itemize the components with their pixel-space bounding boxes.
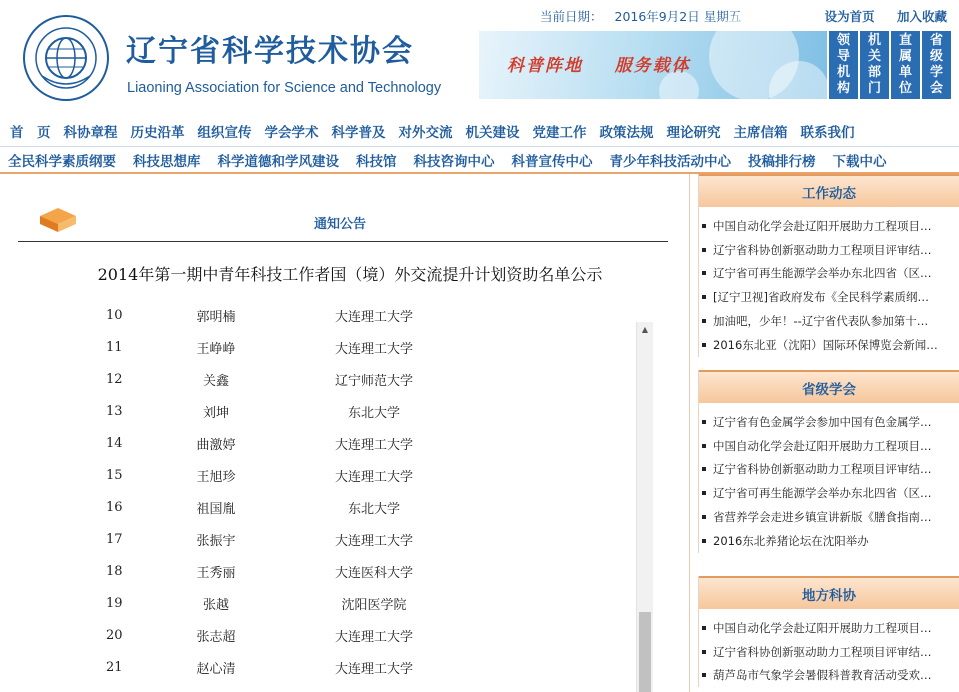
current-date [540,7,749,25]
list-item[interactable] [699,458,959,482]
grantee-rows [100,299,635,683]
list-item[interactable] [699,434,959,458]
list-item[interactable] [699,309,959,333]
list-item[interactable] [699,262,959,286]
row-unit: 沈阳医学院 [341,597,407,613]
row-unit: 东北大学 [347,405,400,421]
news-link[interactable]: 辽宁省有色金属学会参加中国有色金属学… [713,414,932,429]
row-name: 刘坤 [202,405,229,421]
table-row [100,555,635,587]
provincial-societies-button[interactable]: 省级学会 [922,31,951,99]
site-header [0,0,959,114]
row-number: 11 [106,339,123,355]
primary-nav [0,118,959,144]
list-item[interactable] [699,529,959,553]
main-content [0,174,690,692]
quick-links [829,31,951,99]
row-number: 10 [106,307,123,323]
departments-button[interactable]: 机关部门 [860,31,889,99]
news-link[interactable]: 加油吧，少年！--辽宁省代表队参加第十… [713,314,929,329]
section-header [18,184,668,242]
date-label: 当前日期： [540,9,603,24]
bullet-icon [702,491,706,495]
row-unit: 大连理工大学 [334,629,413,645]
row-name: 张越 [202,597,229,613]
article-title: 2014年第一期中青年科技工作者国（境）外交流提升计划资助名单公示 [97,265,603,284]
bullet-icon [702,626,706,630]
news-link[interactable]: 辽宁省科协创新驱动助力工程项目评审结… [713,462,932,477]
list-item[interactable] [699,410,959,434]
row-name: 关鑫 [202,373,229,389]
list-item[interactable] [699,214,959,238]
banner-slogan: 科普阵地 服务载体 [507,56,691,76]
nav-contact[interactable]: 联系我们 [800,125,855,141]
news-link[interactable]: 中国自动化学会赴辽阳开展助力工程项目… [713,218,932,233]
scrollbar-thumb[interactable] [639,612,651,692]
row-number: 15 [106,467,123,483]
news-link[interactable]: 省营养学会走进乡镇宣讲新版《膳食指南… [713,510,932,525]
nav-science-literacy[interactable]: 全民科学素质纲要 [8,153,116,170]
news-link[interactable]: 辽宁省科协创新驱动助力工程项目评审结… [713,644,932,659]
table-row [100,523,635,555]
nav-consulting[interactable]: 科技咨询中心 [413,153,495,170]
list-item[interactable] [699,616,959,640]
nav-publicity[interactable]: 科普宣传中心 [511,153,593,170]
nav-home[interactable]: 首 页 [10,125,51,141]
row-unit: 大连理工大学 [334,309,413,325]
table-row [100,395,635,427]
table-row [100,427,635,459]
row-name: 张振宇 [196,533,236,549]
row-unit: 大连医科大学 [334,565,413,581]
nav-museum[interactable]: 科技馆 [356,153,397,170]
news-link[interactable]: 2016东北亚（沈阳）国际环保博览会新闻… [713,337,938,352]
nav-history[interactable]: 历史沿革 [130,125,185,141]
row-number: 18 [106,563,123,579]
news-link[interactable]: 辽宁省科协创新驱动助力工程项目评审结… [713,242,932,257]
right-sidebar [698,174,959,692]
folder-icon [38,204,78,234]
bullet-icon [702,224,706,228]
bullet-icon [702,515,706,519]
cast-seal-logo-icon[interactable] [22,14,110,102]
news-link[interactable]: 辽宁省可再生能源学会举办东北四省（区… [713,486,932,501]
bullet-icon [702,319,706,323]
nav-popular-science[interactable]: 科学普及 [331,125,386,141]
list-item[interactable] [699,505,959,529]
panel-header[interactable] [699,370,959,403]
scroll-up-arrow-icon[interactable]: ▲ [641,325,649,334]
list-item[interactable] [699,481,959,505]
bullet-icon [702,343,706,347]
list-item[interactable] [699,333,959,357]
top-links [807,7,947,25]
table-row [100,331,635,363]
nav-academic[interactable]: 学会学术 [264,125,319,141]
news-link[interactable]: 辽宁省可再生能源学会举办东北四省（区… [713,266,932,281]
row-number: 20 [106,627,123,643]
row-unit: 辽宁师范大学 [334,373,413,389]
row-unit: 东北大学 [347,501,400,517]
news-link[interactable]: 中国自动化学会赴辽阳开展助力工程项目… [713,438,932,453]
nav-charter[interactable]: 科协章程 [63,125,118,141]
site-title: 辽宁省科学技术协会 [126,34,414,69]
nav-institution[interactable]: 机关建设 [465,125,520,141]
nav-party[interactable]: 党建工作 [532,125,587,141]
panel-local-associations [698,576,959,687]
news-link[interactable]: 2016东北养猪论坛在沈阳举办 [713,533,869,548]
row-number: 14 [106,435,123,451]
add-favorite-link[interactable]: 加入收藏 [896,9,947,24]
panel-work-news [698,174,959,357]
leadership-button[interactable]: 领导机构 [829,31,858,99]
news-link[interactable]: 中国自动化学会赴辽阳开展助力工程项目… [713,620,932,635]
row-number: 13 [106,403,123,419]
panel-provincial-societies [698,370,959,553]
row-unit: 大连理工大学 [334,437,413,453]
list-item[interactable] [699,640,959,664]
bullet-icon [702,295,706,299]
list-item[interactable] [699,285,959,309]
row-unit: 大连理工大学 [334,341,413,357]
row-number: 12 [106,371,123,387]
nav-organization[interactable]: 组织宣传 [197,125,252,141]
panel-title: 省级学会 [802,381,856,398]
section-title: 通知公告 [314,217,367,232]
table-row [100,587,635,619]
news-list [699,403,959,553]
row-name: 王旭珍 [196,469,236,485]
row-name: 王秀丽 [196,565,236,581]
row-name: 张志超 [196,629,236,645]
table-row [100,651,635,683]
nav-download[interactable]: 下载中心 [832,153,887,170]
bullet-icon [702,650,706,654]
row-name: 赵心清 [196,661,236,677]
table-row [100,619,635,651]
grantee-list[interactable] [100,307,653,692]
row-number: 17 [106,531,123,547]
nav-theory[interactable]: 理论研究 [666,125,721,141]
row-name: 王峥峥 [196,341,236,357]
list-item[interactable] [699,664,959,688]
secondary-nav [0,146,959,172]
date-value: 2016年9月2日 星期五 [614,9,742,24]
list-item[interactable] [699,238,959,262]
set-homepage-link[interactable]: 设为首页 [824,9,875,24]
row-unit: 大连理工大学 [334,661,413,677]
nav-ranking[interactable]: 投稿排行榜 [748,153,816,170]
bullet-icon [702,444,706,448]
row-number: 21 [106,659,123,675]
panel-header[interactable] [699,174,959,207]
row-name: 郭明楠 [196,309,236,325]
row-name: 曲激婷 [196,437,236,453]
news-list [699,609,959,687]
row-number: 19 [106,595,123,611]
nav-foreign-exchange[interactable]: 对外交流 [398,125,453,141]
bullet-icon [702,271,706,275]
news-link[interactable]: [辽宁卫视]省政府发布《全民科学素质纲… [713,290,929,305]
table-row [100,299,635,331]
bullet-icon [702,248,706,252]
row-name: 祖国胤 [196,501,236,517]
bullet-icon [702,673,706,677]
bullet-icon [702,539,706,543]
panel-title: 工作动态 [802,185,856,202]
affiliated-units-button[interactable]: 直属单位 [891,31,920,99]
row-number: 16 [106,499,123,515]
panel-header[interactable] [699,576,959,609]
nav-youth[interactable]: 青少年科技活动中心 [609,153,731,170]
bullet-icon [702,467,706,471]
news-list [699,207,959,357]
nav-think-tank[interactable]: 科技思想库 [133,153,201,170]
list-scrollbar[interactable] [636,322,653,692]
nav-ethics[interactable]: 科学道德和学风建设 [217,153,339,170]
row-unit: 大连理工大学 [334,469,413,485]
nav-mailbox[interactable]: 主席信箱 [733,125,788,141]
bullet-icon [702,420,706,424]
news-link[interactable]: 葫芦岛市气象学会暑假科普教育活动受欢… [713,668,932,683]
table-row [100,363,635,395]
site-subtitle: Liaoning Association for Science and Technology [127,80,442,96]
promo-banner[interactable] [479,31,827,99]
nav-policy[interactable]: 政策法规 [599,125,654,141]
panel-title: 地方科协 [802,587,856,604]
table-row [100,459,635,491]
table-row [100,491,635,523]
row-unit: 大连理工大学 [334,533,413,549]
